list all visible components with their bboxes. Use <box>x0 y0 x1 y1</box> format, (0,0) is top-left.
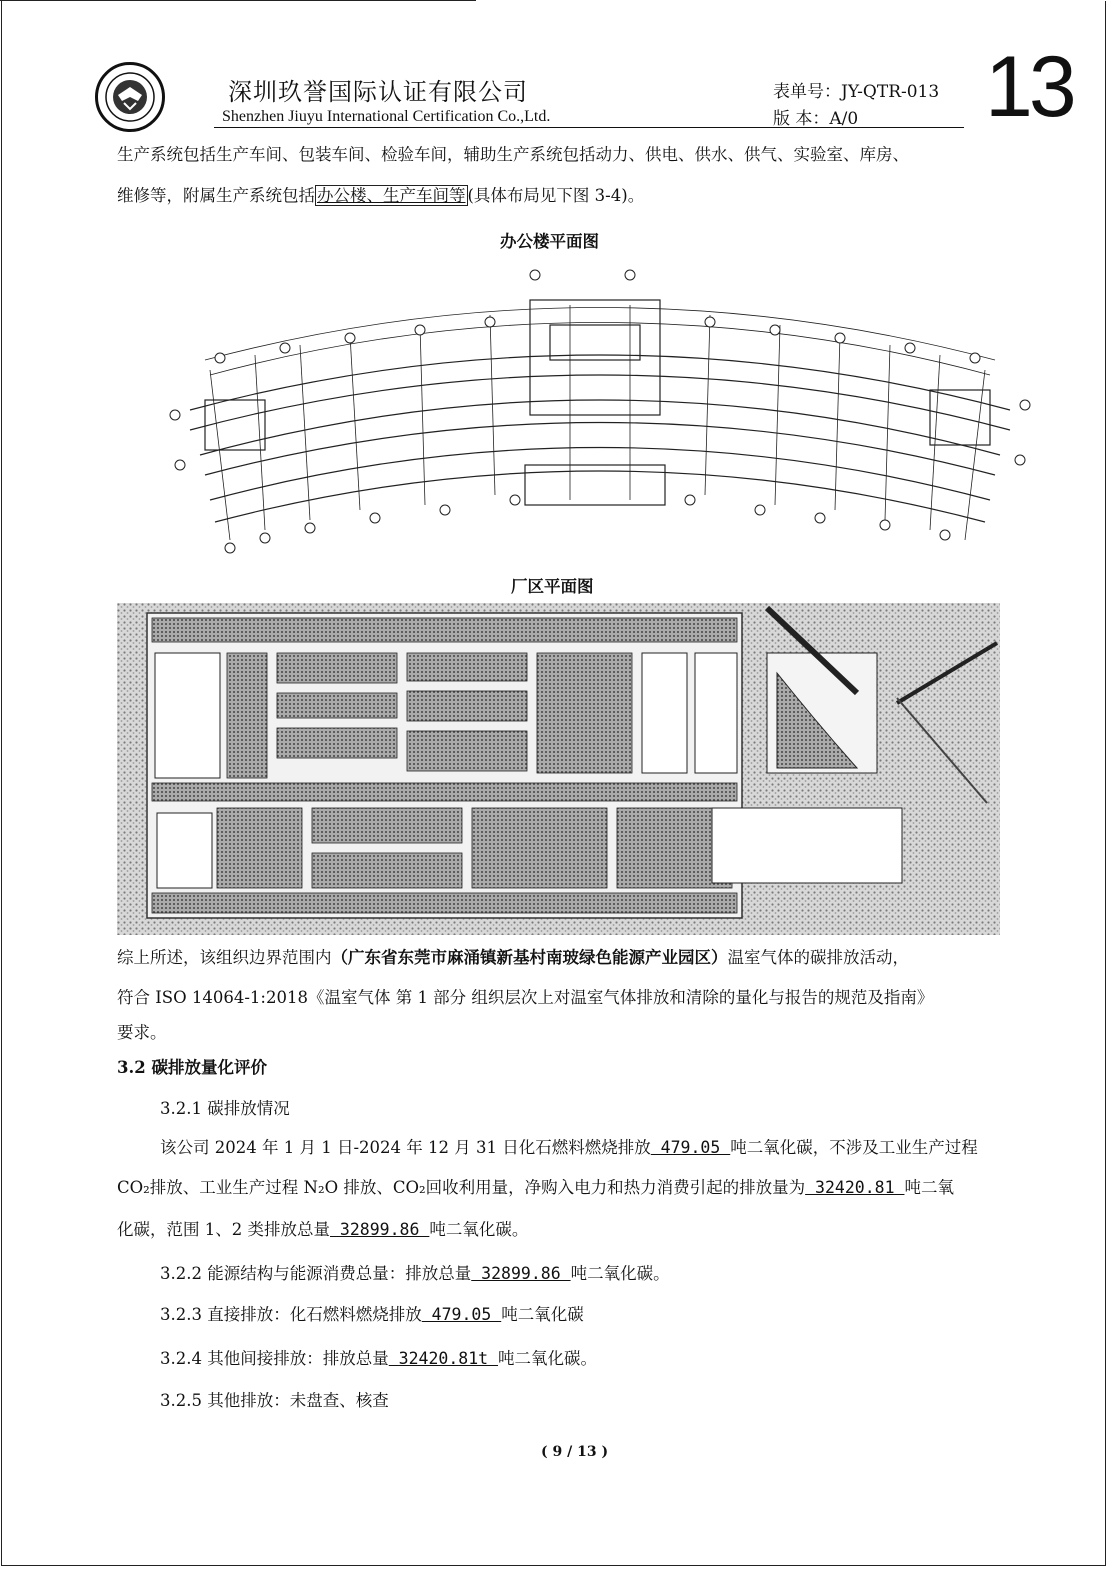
p3-text-b: 吨二氧化碳。 <box>429 1220 529 1239</box>
intro-line-1: 生产系统包括生产车间、包装车间、检验车间，辅助生产系统包括动力、供电、供水、供气、实验室、库房、 <box>117 145 909 164</box>
s322-text-b: 吨二氧化碳。 <box>570 1264 670 1283</box>
s323-text-b: 吨二氧化碳 <box>501 1305 584 1324</box>
top-rule <box>0 0 476 1</box>
emission-para-line-2 <box>117 1180 954 1197</box>
subsection-3-2-5: 3.2.5 其他排放：未盘查、核查 <box>160 1391 389 1410</box>
subsection-3-2-4 <box>160 1351 597 1368</box>
p2-text-a: CO₂排放、工业生产过程 N₂O 排放、CO₂回收利用量，净购入电力和热力消费引起的排放量为 <box>117 1178 806 1197</box>
p1-text-a: 该公司 2024 年 1 月 1 日-2024 年 12 月 31 日化石燃料燃烧排放 <box>160 1138 651 1157</box>
intro-boxed-text: 办公楼、生产车间等 <box>317 186 466 205</box>
company-name-cn: 深圳玖誉国际认证有限公司 <box>228 78 528 106</box>
conclusion-location: （广东省东莞市麻涌镇新基村南玻绿色能源产业园区） <box>331 948 728 967</box>
s324-value: 32420.81t <box>388 1349 499 1368</box>
emission-para-line-3 <box>117 1222 528 1239</box>
emission-para-line-1 <box>160 1140 978 1157</box>
factory-site-plan-drawing <box>117 603 1000 935</box>
office-floor-plan-drawing <box>150 260 1050 560</box>
company-name-en: Shenzhen Jiuyu International Certification Co.,Ltd. <box>222 108 551 125</box>
scope-total-value: 32899.86 <box>330 1220 430 1239</box>
subsection-3-2-2 <box>160 1266 670 1283</box>
version-label: 版 本：A/0 <box>773 109 859 129</box>
intro-line-2-pre: 维修等，附属生产系统包括 <box>117 186 315 205</box>
conclusion-line-3: 要求。 <box>117 1023 167 1042</box>
intro-line-2 <box>117 188 644 205</box>
s324-text-a: 3.2.4 其他间接排放：排放总量 <box>160 1349 389 1368</box>
form-number: 表单号：JY-QTR-013 <box>773 82 940 102</box>
s322-text-a: 3.2.2 能源结构与能源消费总量：排放总量 <box>160 1264 472 1283</box>
s322-value: 32899.86 <box>471 1264 571 1283</box>
p3-text-a: 化碳，范围 1、2 类排放总量 <box>117 1220 330 1239</box>
fossil-fuel-value: 479.05 <box>650 1138 731 1157</box>
p1-text-b: 吨二氧化碳，不涉及工业生产过程 <box>730 1138 978 1157</box>
p2-text-b: 吨二氧 <box>904 1178 954 1197</box>
conclusion-pre: 综上所述，该组织边界范围内 <box>117 948 332 967</box>
s323-value: 479.05 <box>421 1305 502 1324</box>
electricity-heat-value: 32420.81 <box>805 1178 905 1197</box>
s323-text-a: 3.2.3 直接排放：化石燃料燃烧排放 <box>160 1305 422 1324</box>
factory-plan-title: 厂区平面图 <box>511 577 594 596</box>
company-seal-logo <box>95 62 165 132</box>
subsection-3-2-3 <box>160 1307 584 1324</box>
s324-text-b: 吨二氧化碳。 <box>498 1349 598 1368</box>
office-plan-title: 办公楼平面图 <box>500 232 599 251</box>
subsection-3-2-1: 3.2.1 碳排放情况 <box>160 1099 290 1118</box>
conclusion-line-2: 符合 ISO 14064-1:2018《温室气体 第 1 部分 组织层次上对温室气体排放和清除的量化与报告的规范及指南》 <box>117 988 934 1007</box>
footer-page-number: ( 9 / 13 ) <box>541 1444 609 1460</box>
conclusion-line-1 <box>117 950 909 967</box>
intro-line-2-post: (具体布局见下图 3-4)。 <box>467 186 645 205</box>
section-heading: 3.2 碳排放量化评价 <box>117 1058 267 1077</box>
conclusion-post: 温室气体的碳排放活动， <box>727 948 909 967</box>
header-rule <box>214 127 964 128</box>
page-number-large: 13 <box>985 39 1073 135</box>
